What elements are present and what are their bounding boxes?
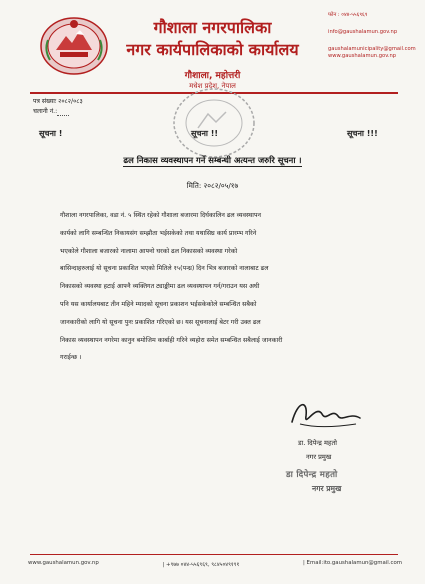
dispatch-number-label: चलानी नं.:	[33, 108, 58, 115]
body-line: निकास व्यवस्थापन नगरेमा कानुन बमोजिम कार्बाही गरिने व्यहोरा समेत सम्बन्धित सबैलाई जानकारी	[60, 336, 283, 344]
body-line: बासिन्दाहरुलाई यो सूचना प्रकाशित भएको मितिले १५(पन्ध्र) दिन भित्र बजारको नालाबाट ढल	[60, 265, 269, 273]
footer-website[interactable]: www.gaushalamun.gov.np	[28, 560, 99, 566]
notice-heading-1: सूचना !	[39, 129, 63, 138]
body-line: जानकारीको लागि यो सूचना पुनः प्रकाशित गरिएको छ। यस सूचनालाई बेटर गरी उक्त ढल	[60, 318, 261, 326]
contact-phone: फोन : ०४४-५५६९६९	[328, 12, 368, 18]
municipality-name: गौशाला नगरपालिका	[153, 18, 272, 37]
letter-number	[33, 96, 83, 105]
signature-scribble-icon	[286, 394, 366, 434]
office-location: गौशाला, महोत्तरी	[184, 71, 241, 81]
letter-number-label: पत्र संख्याः	[33, 98, 57, 105]
office-name: नगर कार्यपालिकाको कार्यालय	[126, 40, 299, 59]
notice-subject	[0, 155, 425, 166]
contact-website[interactable]: www.gaushalamun.gov.np	[328, 53, 397, 60]
body-line: गराईन्छ ।	[60, 354, 82, 362]
notice-body	[60, 207, 390, 367]
footer-phones: | +९७७ ०४४-५५६९६९, ९८४५०४९१९१	[162, 562, 240, 568]
letter-number-value: २०८२/०८३	[58, 98, 83, 105]
contact-block	[328, 12, 418, 61]
signatory-stamp-role: नगर प्रमुख	[312, 484, 342, 493]
footer-divider	[30, 554, 398, 555]
notice-heading-2: सूचना !!	[191, 129, 219, 138]
signatory-stamp-name: डा दिपेन्द्र महतो	[286, 470, 338, 480]
notice-heading-3: सूचना !!!	[347, 129, 378, 138]
notice-date: मिति: २०८२/०५/१७	[186, 181, 239, 190]
dispatch-number-value	[57, 108, 69, 116]
dispatch-number	[33, 106, 69, 115]
body-line: गौशाला नगरपालिका, वडा नं. ५ स्थित रहेको गौशाला बजारमा दिर्घकालिन ढल व्यवस्थापन	[60, 212, 262, 219]
contact-email-2[interactable]: gaushalamunicipality@gmail.com	[328, 45, 416, 52]
footer-email[interactable]: | Email:ito.gaushalamun@gmail.com	[303, 560, 402, 566]
body-line: कार्यको लागि सम्बन्धित निकायसंग सम्झौता भईसकेको तथा यथासिघ्र कार्य प्रारम्भ गरिने	[60, 229, 257, 237]
notice-subject-text: ढल निकास व्यवस्थापन गर्ने सम्बन्धी अत्यन्त जरुरि सूचना ।	[123, 155, 302, 165]
body-line: निकासको व्यवस्था हटाई आफ्नै व्यक्तिगत ट्याङ्कीमा ढल व्यवस्थापन गर्न/गराउन यस अघी	[60, 283, 260, 291]
office-stamp-icon	[168, 82, 260, 164]
body-line: पनि यस कार्यालयबाट तीन महिने म्यादको सूचना प्रकाशन भईसकेकोले सम्बन्धित सबैको	[60, 300, 257, 308]
footer	[28, 560, 402, 568]
office-province: मधेश प्रदेश, नेपाल	[189, 82, 236, 90]
signatory-role: नगर प्रमुख	[306, 453, 332, 461]
signatory-name: डा. दिपेन्द्र महतो	[298, 439, 337, 447]
contact-email[interactable]: info@gaushalamun.gov.np	[328, 28, 398, 35]
body-line: भएकोले गौशाला बजारको नालामा आफ्नो घरको ढल निकासको व्यवस्था गरेको	[60, 247, 238, 255]
